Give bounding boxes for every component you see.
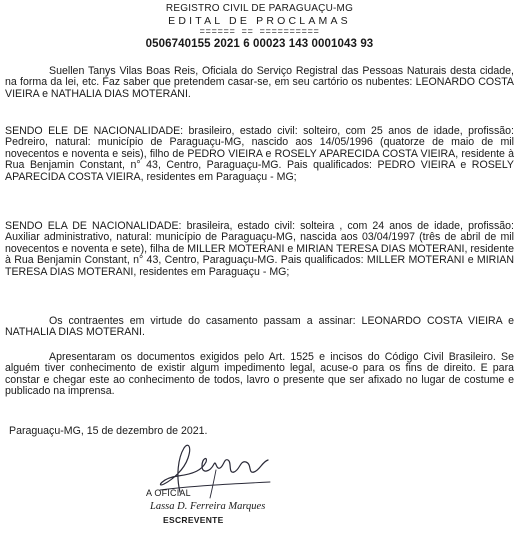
signer-role: ESCREVENTE — [163, 515, 224, 525]
groom-paragraph: SENDO ELE DE NACIONALIDADE: brasileiro, estado civil: solteiro, com 25 anos de idade, profissão: Pedreiro, natural: município de Paraguaçu-MG, nascido aos 14/05/1996 (quatorze de maio de mil novecentos e noventa e seis), filho de PEDRO VIEIRA e ROSELY APARECIDA COSTA VIEIRA, residente à Rua Benjamin Constant, n° 43, Centro, Paraguaçu-MG. Pais qualificados: PEDRO VIEIRA e ROSELY APARECIDA COSTA VIEIRA, residentes em Paraguaçu - MG; — [5, 125, 514, 183]
title-underline: ====== == ========== — [199, 27, 320, 37]
contracting-parties-paragraph: Os contraentes em virtude do casamento passam a assinar: LEONARDO COSTA VIEIRA e NATHALIA DIAS MOTERANI. — [5, 315, 514, 339]
registry-number: 0506740155 2021 6 00023 143 0001043 93 — [145, 38, 374, 50]
signature-label: A OFICIAL — [146, 488, 191, 498]
documents-paragraph: Apresentaram os documentos exigidos pelo Art. 1525 e incisos do Código Civil Brasileiro. Se alguém tiver conhecimento de existir algum impedimento legal, acuse-o para os fins de direito. E para constar e chegar este ao conhecimento de todos, lavro o presente que ser afixado no lugar de costume e publicado na imprensa. — [5, 351, 514, 398]
intro-paragraph: Suellen Tanys Vilas Boas Reis, Oficiala do Serviço Registral das Pessoas Naturais desta cidade, na forma da lei, etc. Faz saber que pretendem casar-se, em seu cartório os nubentes: LEONARDO COSTA VIEIRA e NATHALIA DIAS MOTERANI. — [5, 65, 514, 100]
registry-title: REGISTRO CIVIL DE PARAGUAÇU-MG — [165, 3, 354, 14]
signer-name: Lassa D. Ferreira Marques — [150, 501, 266, 512]
place-date: Paraguaçu-MG, 15 de dezembro de 2021. — [9, 425, 208, 437]
bride-paragraph: SENDO ELA DE NACIONALIDADE: brasileira, estado civil: solteira , com 24 anos de idade, profissão: Auxiliar administrativo, natural: município de Paraguaçu-MG, nascida aos 03/04/1997 (três de abril de mil novecentos e noventa e sete), filha de MILLER MOTERANI e MIRIAN TERESA DIAS MOTERANI, residente à Rua Benjamin Constant, n° 43, Centro, Paraguaçu-MG. Pais qualificados: MILLER MOTERANI e MIRIAN TERESA DIAS MOTERANI, residentes em Paraguaçu - MG; — [5, 220, 514, 278]
edital-title: EDITAL DE PROCLAMAS — [168, 15, 351, 27]
